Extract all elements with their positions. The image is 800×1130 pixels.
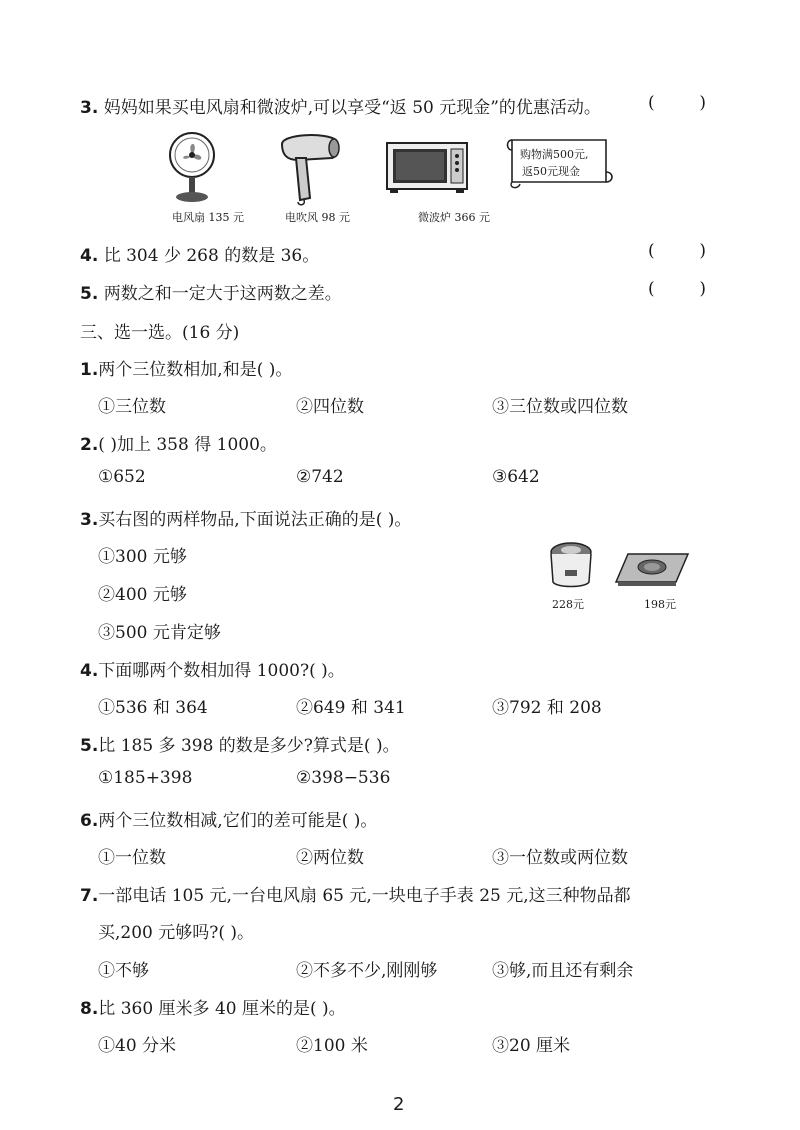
option-c[interactable]: ③20 厘米	[492, 1036, 571, 1056]
option-c[interactable]: ③642	[492, 467, 540, 487]
option-c[interactable]: ③500 元肯定够	[98, 623, 221, 643]
microwave-caption: 微波炉 366 元	[418, 211, 490, 224]
option-a[interactable]: ①不够	[98, 961, 149, 981]
option-b[interactable]: ②不多不少,刚刚够	[296, 961, 438, 981]
choice-question-7-line2: 买,200 元够吗?( )。	[98, 923, 255, 943]
judge-question-5	[80, 279, 342, 304]
rice-cooker-price: 228元	[552, 598, 584, 611]
rice-cooker-icon	[548, 540, 594, 590]
question-number: 3.	[80, 98, 99, 118]
option-b[interactable]: ②649 和 341	[296, 698, 406, 718]
option-a[interactable]: ①300 元够	[98, 547, 187, 567]
electric-fan-icon	[162, 130, 222, 205]
choice-question-5: 5.比 185 多 398 的数是多少?算式是( )。	[80, 736, 400, 756]
induction-cooker-icon	[614, 552, 690, 588]
section-title: 三、选一选。(16 分)	[80, 323, 240, 343]
choice-question-7: 7.一部电话 105 元,一台电风扇 65 元,一块电子手表 25 元,这三种物品都	[80, 886, 631, 906]
option-c[interactable]: ③792 和 208	[492, 698, 602, 718]
option-b[interactable]: ②两位数	[296, 848, 364, 868]
question-text: 妈妈如果买电风扇和微波炉,可以享受“返 50 元现金”的优惠活动。	[103, 98, 601, 118]
fan-caption: 电风扇 135 元	[172, 211, 244, 224]
option-b[interactable]: ②742	[296, 467, 344, 487]
option-b[interactable]: ②四位数	[296, 397, 364, 417]
question-text: 比 304 少 268 的数是 36。	[103, 246, 320, 266]
choice-question-3: 3.买右图的两样物品,下面说法正确的是( )。	[80, 510, 412, 530]
option-c[interactable]: ③够,而且还有剩余	[492, 961, 634, 981]
choice-question-2: 2.( )加上 358 得 1000。	[80, 435, 277, 455]
option-a[interactable]: ①652	[98, 467, 146, 487]
induction-cooker-price: 198元	[644, 598, 676, 611]
option-b[interactable]: ②100 米	[296, 1036, 368, 1056]
page-number: 2	[393, 1094, 405, 1115]
option-b[interactable]: ②400 元够	[98, 585, 187, 605]
answer-paren-3[interactable]: ( )	[648, 93, 706, 113]
option-a[interactable]: ①536 和 364	[98, 698, 208, 718]
question-number: 4.	[80, 246, 99, 266]
question-number: 5.	[80, 284, 99, 304]
choice-question-8: 8.比 360 厘米多 40 厘米的是( )。	[80, 999, 346, 1019]
judge-question-3	[80, 93, 601, 118]
option-a[interactable]: ①一位数	[98, 848, 166, 868]
dryer-caption: 电吹风 98 元	[285, 211, 350, 224]
answer-paren-5[interactable]: ( )	[648, 279, 706, 299]
option-a[interactable]: ①三位数	[98, 397, 166, 417]
judge-question-4	[80, 241, 319, 266]
option-a[interactable]: ①185+398	[98, 768, 193, 788]
option-c[interactable]: ③一位数或两位数	[492, 848, 628, 868]
question-text: 两数之和一定大于这两数之差。	[103, 284, 342, 304]
choice-question-1: 1.两个三位数相加,和是( )。	[80, 360, 293, 380]
option-b[interactable]: ②398−536	[296, 768, 391, 788]
option-a[interactable]: ①40 分米	[98, 1036, 177, 1056]
answer-paren-4[interactable]: ( )	[648, 241, 706, 261]
choice-question-6: 6.两个三位数相减,它们的差可能是( )。	[80, 811, 378, 831]
sign-line-1: 购物满500元,	[520, 148, 589, 161]
sign-line-2: 返50元现金	[522, 165, 580, 178]
option-c[interactable]: ③三位数或四位数	[492, 397, 628, 417]
microwave-icon	[386, 142, 468, 194]
hair-dryer-icon	[276, 130, 342, 206]
choice-question-4: 4.下面哪两个数相加得 1000?( )。	[80, 661, 345, 681]
